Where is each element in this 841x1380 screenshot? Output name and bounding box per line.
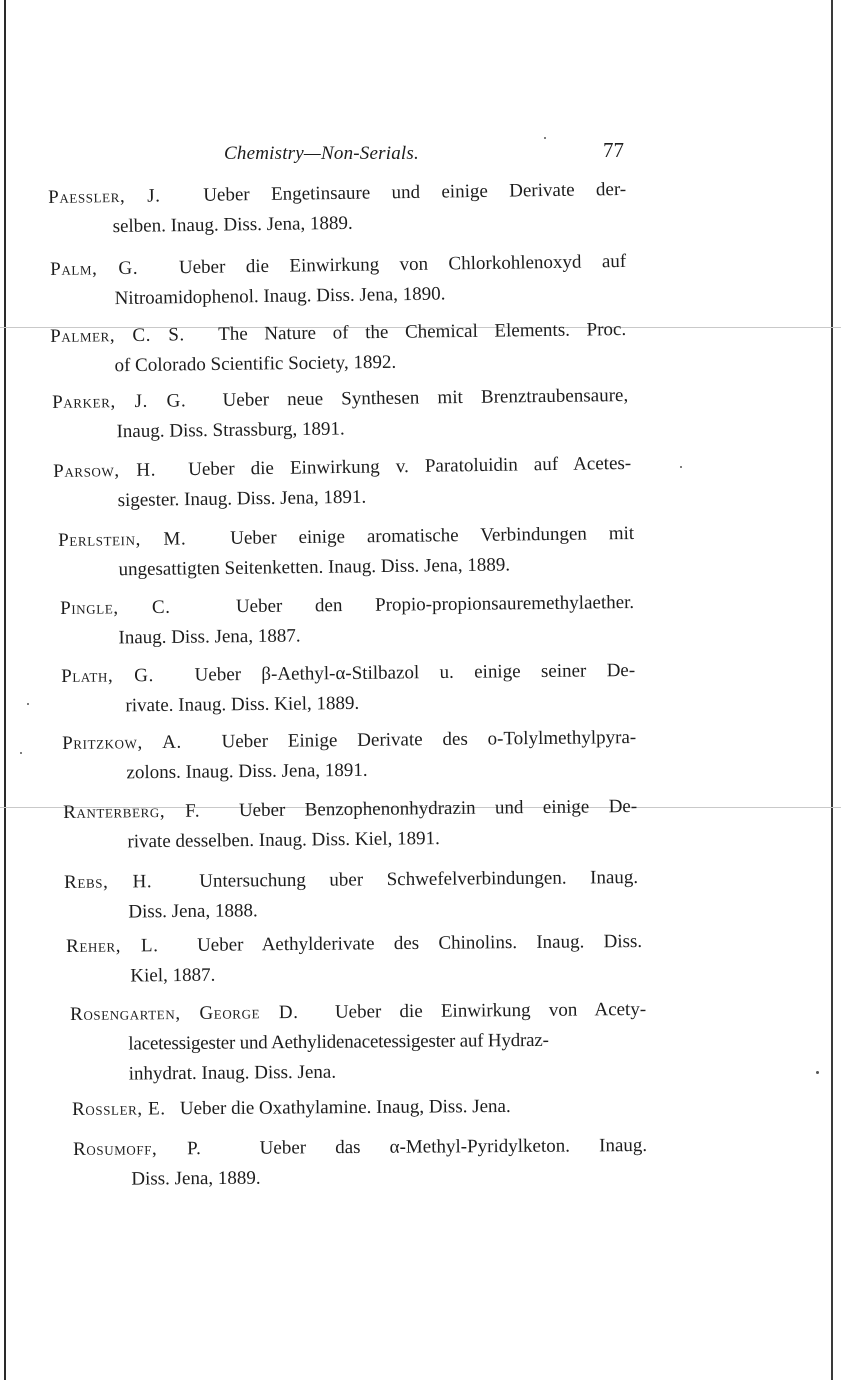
running-head: Chemistry—Non-Serials.	[224, 143, 419, 164]
bibliography-entry	[60, 588, 635, 654]
bibliography-entry	[66, 927, 643, 992]
entry-text: Ueber den Propio-propionsauremethylaether.	[235, 591, 635, 618]
page-number: 77	[603, 138, 624, 162]
entry-text: Ueber die Oxathylamine. Inaug, Diss. Jena.	[179, 1095, 511, 1120]
entry-text: of Colorado Scientific Society, 1892.	[114, 351, 397, 377]
entry-text: lacetessigester und Aethylidenacetessigester auf Hydraz-	[128, 1029, 549, 1055]
entry-text: Diss. Jena, 1889.	[131, 1167, 261, 1190]
entry-text: Ueber Engetinsaure und einige Derivate der-	[203, 178, 627, 206]
entry-text: Ueber die Einwirkung von Acety-	[334, 998, 647, 1023]
entry-text: zolons. Inaug. Diss. Jena, 1891.	[126, 759, 368, 784]
entry-author: Perlstein, M.	[58, 528, 187, 551]
bibliography-entry	[52, 381, 629, 448]
entry-text: Ueber Aethylderivate des Chinolins. Inaug. Diss.	[196, 930, 643, 956]
left-page-edge	[4, 0, 6, 1380]
entry-text: Ueber das α-Methyl-Pyridylketon. Inaug.	[259, 1134, 648, 1159]
entry-author: Parker, J. G.	[52, 390, 187, 413]
entry-text: Diss. Jena, 1888.	[128, 900, 258, 923]
entry-author: Pritzkow, A.	[62, 731, 182, 754]
entry-author: Parsow, H.	[53, 459, 157, 482]
bibliography-entry	[53, 449, 632, 517]
entry-author: Palmer, C. S.	[50, 324, 185, 347]
scan-speck	[27, 703, 29, 705]
entry-author: Rebs, H.	[64, 871, 153, 893]
bibliography-entry	[62, 723, 637, 789]
entry-author: Rosumoff, P.	[73, 1138, 202, 1160]
bibliography-entry	[50, 315, 627, 382]
entry-author: Rossler, E.	[72, 1098, 166, 1120]
entry-author: Rosengarten, George D.	[70, 1002, 299, 1025]
entry-text: The Nature of the Chemical Elements. Proc.	[218, 318, 627, 345]
entry-author: Ranterberg, F.	[63, 800, 201, 823]
entry-text: inhydrat. Inaug. Diss. Jena.	[128, 1061, 337, 1085]
scan-speck	[544, 137, 546, 139]
entry-text: Inaug. Diss. Jena, 1887.	[118, 625, 301, 649]
bibliography-entry	[63, 792, 638, 858]
entry-text: selben. Inaug. Diss. Jena, 1889.	[112, 212, 353, 238]
right-page-edge	[831, 0, 833, 1380]
scan-speck	[20, 752, 22, 754]
bibliography-entry	[58, 519, 635, 586]
entry-author: Palm, G.	[50, 257, 139, 280]
entry-text: Ueber einige aromatische Verbindungen mit	[230, 522, 635, 549]
entry-text: Ueber die Einwirkung von Chlorkohlenoxyd auf	[178, 250, 627, 279]
entry-text: Nitroamidophenol. Inaug. Diss. Jena, 1890.	[114, 283, 446, 310]
entry-text: Ueber neue Synthesen mit Brenztraubensaure,	[222, 384, 629, 411]
entry-text: Inaug. Diss. Strassburg, 1891.	[116, 418, 345, 443]
scan-speck	[680, 466, 682, 468]
entry-text: Ueber β-Aethyl-α-Stilbazol u. einige seiner De-	[194, 659, 636, 686]
bibliography-entry	[72, 1091, 632, 1125]
entry-text: sigester. Inaug. Diss. Jena, 1891.	[117, 486, 367, 512]
entry-author: Plath, G.	[61, 665, 155, 687]
entry-author: Pingle, C.	[60, 596, 171, 619]
entry-text: Kiel, 1887.	[130, 964, 216, 987]
scan-speck	[816, 1071, 819, 1074]
bibliography-entry	[70, 995, 647, 1090]
entry-author: Paessler, J.	[48, 185, 161, 208]
bibliography-entry	[50, 247, 627, 315]
entry-text: Untersuchung uber Schwefelverbindungen. Inaug.	[199, 866, 639, 892]
bibliography-entry	[61, 656, 636, 722]
entry-text: rivate desselben. Inaug. Diss. Kiel, 1891.	[127, 828, 440, 853]
entry-author: Reher, L.	[66, 935, 159, 957]
entry-text: rivate. Inaug. Diss. Kiel, 1889.	[125, 692, 360, 717]
entry-text: Ueber die Einwirkung v. Paratoluidin auf Acetes-	[188, 452, 632, 481]
bibliography-entry	[48, 175, 627, 243]
bibliography-entry	[64, 863, 639, 928]
entry-text: ungesattigten Seitenketten. Inaug. Diss. Jena, 1889.	[118, 554, 511, 581]
bibliography-entry	[73, 1131, 647, 1195]
entry-text: Ueber Benzophenonhydrazin und einige De-	[238, 795, 638, 822]
entry-text: Ueber Einige Derivate des o-Tolylmethylpyra-	[221, 726, 637, 753]
